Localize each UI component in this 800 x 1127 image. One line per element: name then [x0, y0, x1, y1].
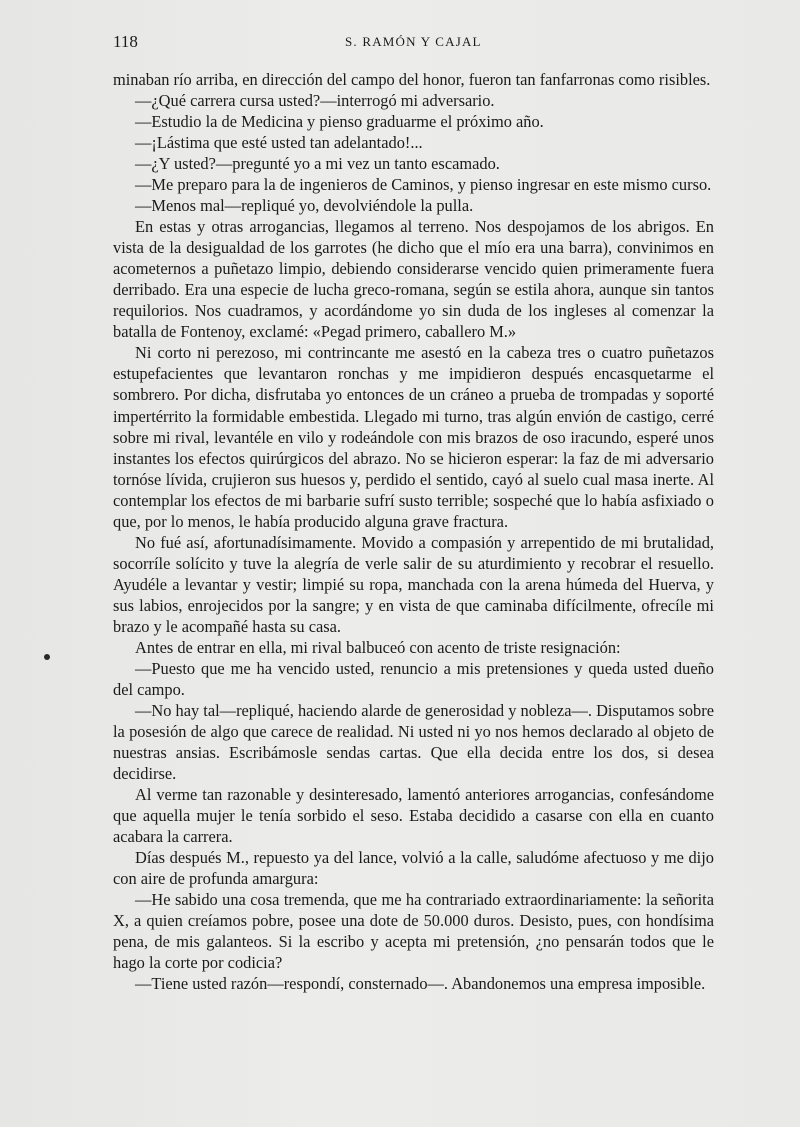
paragraph: Al verme tan razonable y desinteresado, lamentó anteriores arrogancias, confesándome que aquella mujer le tenía sorbido el seso. Estaba decidido a casarse con ella en cuanto acabara la carrera. — [113, 785, 714, 847]
paragraph: No fué así, afortunadísimamente. Movido a compasión y arrepentido de mi brutalidad, socorríle solícito y tuve la alegría de verle salir de su aturdimiento y recobrar el resuello. Ayudéle a levantar y vestir; limpié su ropa, manchada con la arena húmeda del Huerva, y sus labios, enrojecidos por la sangre; y en vista de que caminaba difícilmente, ofrecíle mi brazo y le acompañé hasta su casa. — [113, 532, 714, 636]
paragraph: —Puesto que me ha vencido usted, renuncio a mis pretensiones y queda usted dueño del campo. — [113, 658, 714, 699]
paragraph: Antes de entrar en ella, mi rival balbuceó con acento de triste resignación: — [135, 637, 621, 657]
paragraph: Ni corto ni perezoso, mi contrincante me asestó en la cabeza tres o cuatro puñetazos estupefacientes que levantaron ronchas y me impidieron después encasquetarme el sombrero. Por dicha, disfrutaba yo entonces de un cráneo a prueba de trompadas y soporté impertérrito la formidable embestida. Llegado mi turno, tras algún envión de castigo, cerré sobre mi rival, levantéle en vilo y rodeándole con mis brazos de oso iracundo, esperé unos instantes los efectos quirúrgicos del abrazo. No se hicieron esperar: la faz de mi adversario tornóse lívida, crujieron sus huesos y, perdido el sentido, cayó al suelo cual masa inerte. Al contemplar los efectos de mi barbarie sufrí susto terrible; sospeché que lo había asfixiado o que, por lo menos, le había producido alguna grave fractura. — [113, 343, 714, 531]
paragraph: —Menos mal—repliqué yo, devolviéndole la pulla. — [135, 196, 474, 216]
paragraph: minaban río arriba, en dirección del campo del honor, fueron tan fanfarronas como risibles. — [113, 70, 711, 89]
ink-speck — [44, 654, 50, 660]
paragraph: —¡Lástima que esté usted tan adelantado!... — [135, 133, 423, 153]
paragraph: —¿Y usted?—pregunté yo a mi vez un tanto escamado. — [135, 154, 500, 174]
paragraph: —Tiene usted razón—respondí, consternado—. Abandonemos una empresa imposible. — [135, 974, 706, 994]
paragraph: —Estudio la de Medicina y pienso graduarme el próximo año. — [135, 112, 544, 132]
body-text — [113, 69, 714, 994]
page-number: 118 — [113, 32, 138, 51]
paragraph: —¿Qué carrera cursa usted?—interrogó mi adversario. — [135, 91, 495, 111]
running-head: S. RAMÓN Y CAJAL — [345, 34, 482, 49]
paragraph: Días después M., repuesto ya del lance, volvió a la calle, saludóme afectuoso y me dijo con aire de profunda amargura: — [113, 848, 714, 889]
paragraph: En estas y otras arrogancias, llegamos al terreno. Nos despojamos de los abrigos. En vista de la desigualdad de los garrotes (he dicho que el mío era una barra), convinimos en acometernos a puñetazo limpio, debiendo considerarse vencido quien primeramente fuera derribado. Era una especie de lucha greco-romana, según se estila ahora, aunque sin tantos requilorios. Nos cuadramos, y acordándome yo sin duda de los ingleses al comenzar la batalla de Fontenoy, exclamé: «Pegad primero, caballero M.» — [113, 217, 714, 342]
paragraph: —He sabido una cosa tremenda, que me ha contrariado extraordinariamente: la señorita X, a quien creíamos pobre, posee una dote de 50.000 duros. Desisto, pues, con hondísima pena, de mis galanteos. Si la escribo y acepta mi pretensión, ¿no pensarán todos que le hago la corte por codicia? — [113, 890, 714, 973]
paragraph: —Me preparo para la de ingenieros de Caminos, y pienso ingresar en este mismo curso. — [135, 175, 712, 195]
page-header — [113, 32, 713, 52]
paragraph: —No hay tal—repliqué, haciendo alarde de generosidad y nobleza—. Disputamos sobre la posesión de algo que carece de realidad. Ni usted ni yo nos hemos declarado al objeto de nuestras ansias. Escribámosle sendas cartas. Que ella decida entre los dos, si desea decidirse. — [113, 700, 714, 784]
